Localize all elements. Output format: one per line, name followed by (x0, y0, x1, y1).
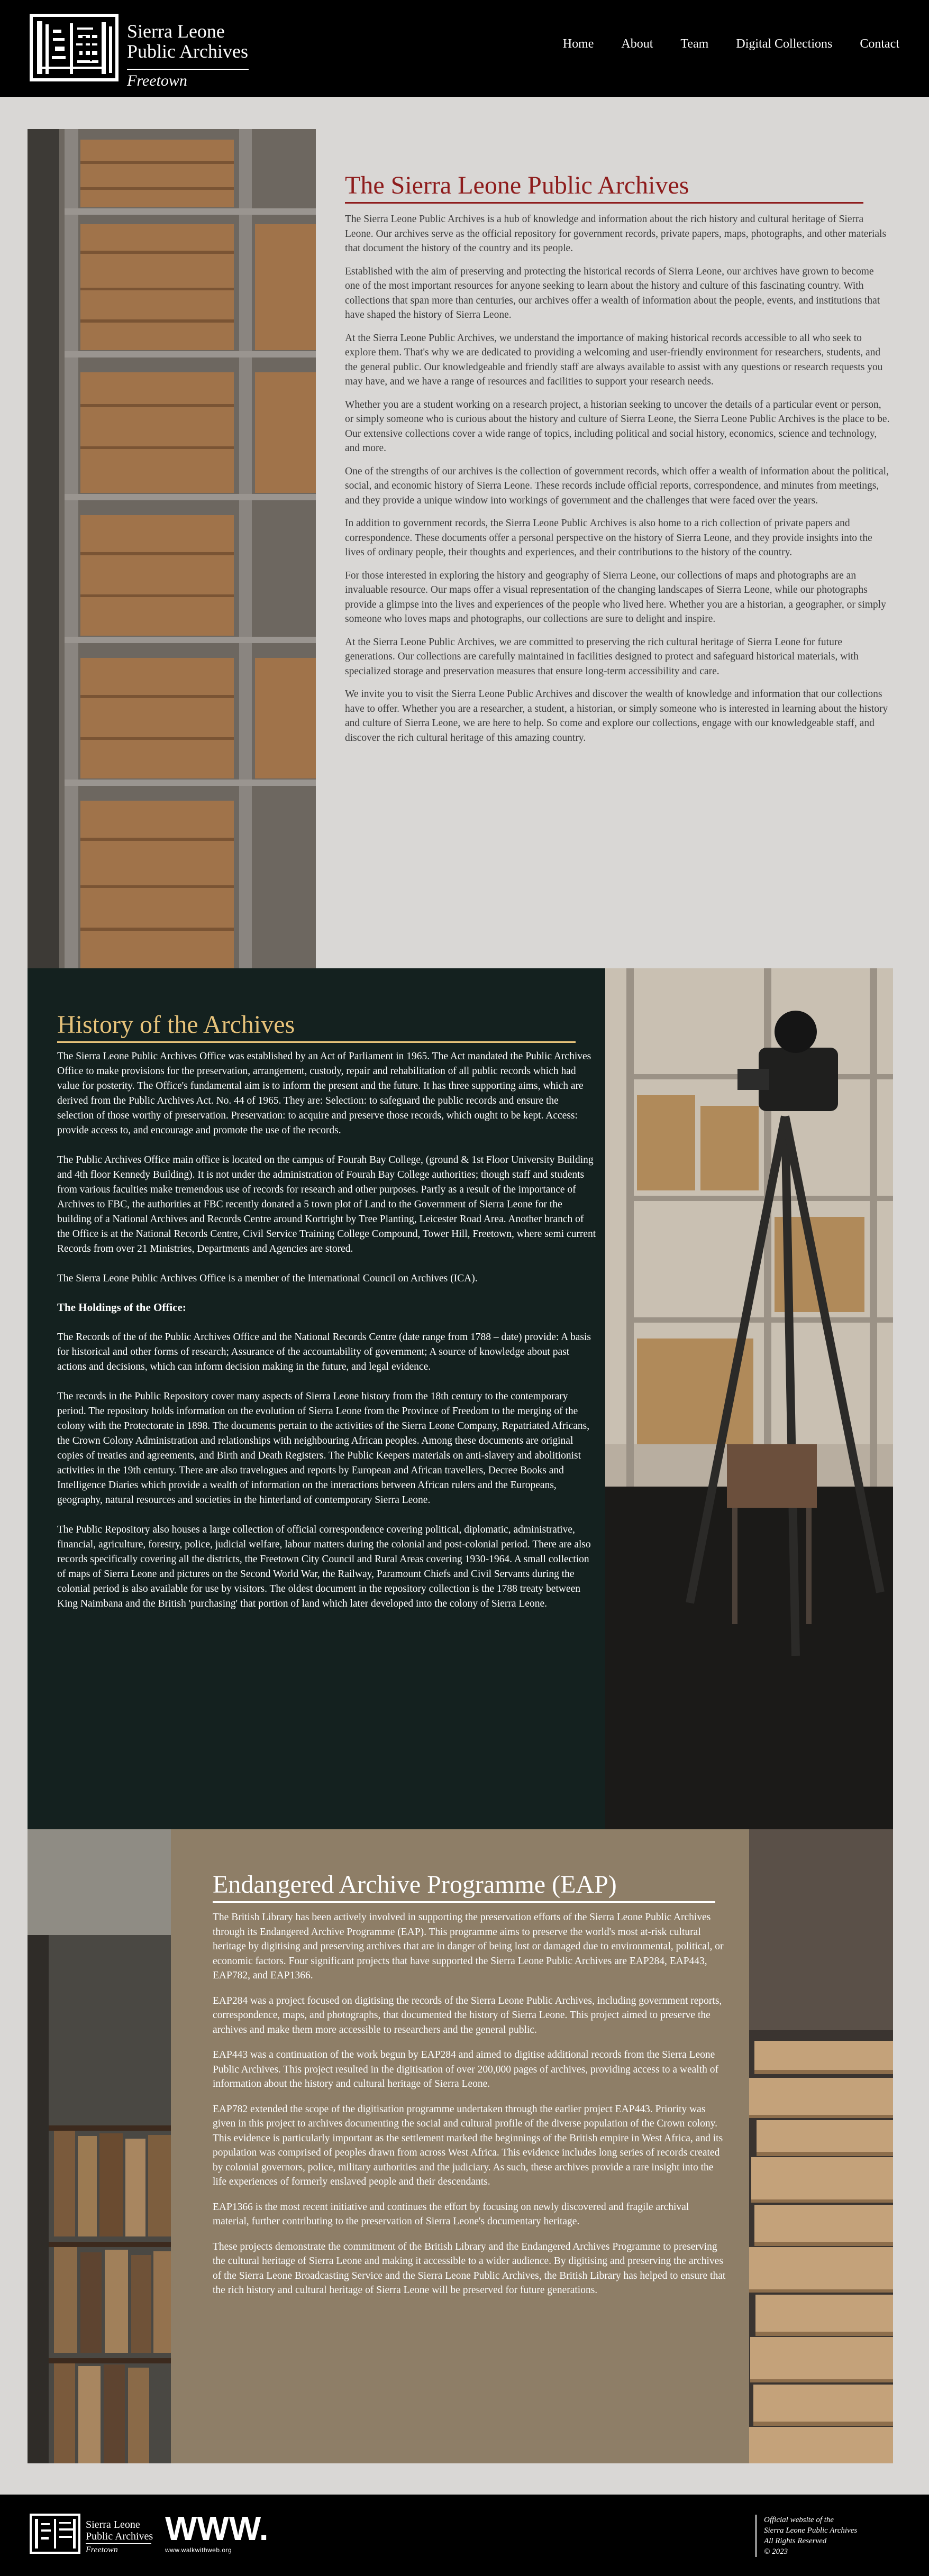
library-books-photo (28, 1829, 171, 2463)
intro-content (345, 171, 890, 754)
history-section (28, 968, 893, 1829)
intro-paragraph: At the Sierra Leone Public Archives, we are committed to preserving the rich cultural heritage of Sierra Leone for future generations. Our collections are carefully maintained in facilities designed to protect and safeguard historical materials, with specialized storage and preservation measures that ensure long-term accessibility and care. (345, 636, 859, 677)
footer-legal (755, 2515, 857, 2557)
archives-logo-icon (30, 14, 119, 81)
intro-title-underline (345, 202, 863, 204)
logo-divider (127, 69, 249, 70)
footer-logo-line-2: Public Archives (86, 2531, 153, 2542)
intro-paragraph: Whether you are a student working on a research project, a historian seeking to uncover the details of a particular event or person, or simply someone who is curious about the history and culture of Sierra Leone, the Sierra Leone Public Archives is the place to be. Our extensive collections cover a wide range of topics, including political and social history, economics, science and technology, and more. (345, 399, 890, 454)
site-header (0, 0, 929, 97)
eap-section (28, 1829, 893, 2463)
site-logo[interactable] (30, 14, 250, 89)
footer-logo-city: Freetown (86, 2545, 118, 2554)
eap-paragraph: These projects demonstrate the commitment of the British Library and the Endangered Archives Programme to preserving the cultural heritage of Sierra Leone and making it accessible to a wider audience. By digitising and preserving the archives of the Sierra Leone Broadcasting Service and the Sierra Leone Public Archives, the British Library has helped to ensure that the rich history and cultural heritage of Sierra Leone will be preserved for future generations. (213, 2241, 726, 2296)
eap-paragraph: EAP284 was a project focused on digitising the records of the Sierra Leone Public Archives, including government reports, correspondence, maps, and photographs, that documented the history of Sierra Leone. This project aimed to preserve the archives and make them more accessible to researchers and the general public. (213, 1995, 722, 2036)
nav-digital-collections[interactable]: Digital Collections (736, 37, 833, 51)
archive-shelves-photo (28, 129, 316, 968)
footer-logo[interactable] (30, 2514, 157, 2558)
eap-paragraph: EAP443 was a continuation of the work begun by EAP284 and aimed to digitise additional records from the Sierra Leone Public Archives. This project resulted in the digitisation of over 200,000 pages of archives, providing access to a wealth of information about the history and cultural heritage of Sierra Leone. (213, 2049, 718, 2089)
camera-tripod-photo (605, 968, 893, 1829)
footer-logo-divider (86, 2543, 151, 2544)
nav-home[interactable]: Home (562, 37, 594, 51)
eap-content (213, 1871, 726, 2308)
history-paragraph: The Sierra Leone Public Archives Office was established by an Act of Parliament in 1965. The Act mandated the Public Archives Office to make provisions for the preservation, arrangement, custody, repair and rehabilitation of all public records which had value for posterity. The Office's fundamental aim is to inform the present and the future. It has three supporting aims, which are derived from the Public Archives Act. No. 44 of 1965. They are: Selection: to safeguard the public records and ensure the selection of those worthy of preservation. Preservation: to acquire and preserve those records, which ought to be kept. Access: provide access to, and encourage and promote the use of the records. (57, 1051, 591, 1136)
footer-archives-logo-icon (30, 2514, 80, 2554)
footer-legal-line: Official website of the (764, 2516, 834, 2524)
nav-team[interactable]: Team (680, 37, 709, 51)
history-paragraph: The Public Archives Office main office is located on the campus of Fourah Bay College, (ground & 1st Floor University Building and 4th floor Kennedy Building). It is not under the administration of Fourah Bay College authorities; though staff and students from various faculties make tremendous use of records for research and other purposes. Partly as a result of the importance of Archives to FBC, the authorities at FBC recently donated a 5 town plot of Land to the Government of Sierra Leone for the building of a National Archives and Records Centre around Kortright by Tree Planting, Leicester Road Area. Another branch of the Office is at the National Records Centre, Civil Service Training College Compound, Tower Hill, Freetown, where semi current Records from over 21 Ministries, Departments and Agencies are stored. (57, 1154, 596, 1254)
logo-city: Freetown (127, 72, 187, 89)
holdings-paragraph: The Public Repository also houses a large collection of official correspondence covering political, diplomatic, administrative, financial, agriculture, forestry, police, judicial welfare, labour matters during the colonial and post-colonial period. There are also records specifically covering all the districts, the Freetown City Council and Rural Areas covering 1930-1964. A small collection of maps of Sierra Leone and pictures on the Second World War, the Railway, Paramount Chiefs and Civil Servants during the colonial period is also available for use by visitors. The oldest document in the repository collection is the 1788 treaty between King Naimbana and the British 'purchasing' that portion of land which later developed into the colony of Sierra Leone. (57, 1524, 591, 1609)
stacked-documents-photo (749, 1829, 893, 2463)
footer-copyright: © 2023 (764, 2547, 788, 2556)
eap-paragraph: EAP782 extended the scope of the digitisation programme undertaken through the earlier project EAP443. Priority was given in this project to archives documenting the social and cultural profile of the diverse population of the Crown colony. This evidence is particularly important as the settlement marked the beginnings of the British empire in West Africa, and its population was comprised of peoples drawn from across West Africa. This evidence includes long series of records created by colonial governors, police, military authorities and the judiciary. As such, these archives provide a rare insight into the life experiences of formerly enslaved people and their descendants. (213, 2103, 723, 2187)
holdings-subheading: The Holdings of the Office: (57, 1301, 186, 1314)
footer-logo-line-1: Sierra Leone (86, 2519, 140, 2531)
history-content (57, 1011, 597, 1626)
intro-paragraph: In addition to government records, the Sierra Leone Public Archives is also home to a rich collection of private papers and correspondence. These documents offer a personal perspective on the history of Sierra Leone, and they provide insights into the lives of ordinary people, their thoughts and experiences, and their contributions to the history of the country. (345, 518, 872, 558)
holdings-paragraph: The records in the Public Repository cover many aspects of Sierra Leone history from the 18th century to the contemporary period. The repository holds information on the evolution of Sierra Leone from the Province of Freedom to the merging of the colony with the Protectorate in 1898. The documents pertain to the activities of the Sierra Leone Company, Repatriated Africans, the Crown Colony Administration and relationships with neighbouring African peoples. Among these documents are original copies of treaties and agreements, and Birth and Death Registers. The Public Keepers materials on anti-slavery and abolitionist activities in the 19th century. There are also travelogues and reports by European and African travellers, Decree Books and Intelligence Diaries which provide a wealth of information on the interactions between African rulers and the Europeans, geography, natural resources and societies in the hinterland of contemporary Sierra Leone. (57, 1391, 590, 1506)
intro-paragraph: The Sierra Leone Public Archives is a hub of knowledge and information about the rich history and cultural heritage of Sierra Leone. Our archives serve as the official repository for government records, private papers, maps, photographs, and other materials that document the history of the country and its people. (345, 214, 887, 254)
web-credit[interactable] (165, 2509, 269, 2554)
intro-paragraph: We invite you to visit the Sierra Leone Public Archives and discover the wealth of knowledge and information that our collections have to offer. Whether you are a researcher, a student, a historian, or simply someone who is interested in learning about the history and culture of Sierra Leone, we are here to help. So come and explore our collections, engage with our knowledgeable staff, and discover the rich cultural heritage of this amazing country. (345, 689, 888, 744)
logo-wordmark (127, 21, 248, 89)
site-footer (0, 2495, 929, 2576)
footer-wordmark (86, 2519, 153, 2542)
intro-title: The Sierra Leone Public Archives (345, 171, 689, 199)
logo-line-1: Sierra Leone (127, 21, 225, 42)
eap-title: Endangered Archive Programme (EAP) (213, 1871, 617, 1899)
footer-legal-line: All Rights Reserved (764, 2537, 827, 2545)
history-title-underline (57, 1041, 576, 1043)
footer-legal-line: Sierra Leone Public Archives (764, 2526, 858, 2535)
holdings-paragraph: The Records of the of the Public Archives Office and the National Records Centre (date range from 1788 – date) provide: A basis for historical and other forms of research; Assurance of the accountability of government; A source of knowledge about past actions and decisions, which can inform decision making in the future, and legal evidence. (57, 1332, 591, 1372)
nav-contact[interactable]: Contact (860, 37, 899, 51)
eap-title-underline (213, 1901, 715, 1903)
intro-section (28, 129, 893, 968)
intro-paragraph: One of the strengths of our archives is the collection of government records, which offer a wealth of information about the political, social, and economic history of Sierra Leone. These records include official reports, correspondence, and minutes from meetings, and they provide a unique window into workings of government and the challenges that were faced over the years. (345, 465, 889, 506)
history-paragraph: The Sierra Leone Public Archives Office is a member of the International Council on Archives (ICA). (57, 1273, 478, 1284)
nav-about[interactable]: About (621, 37, 653, 51)
intro-paragraph: At the Sierra Leone Public Archives, we understand the importance of making historical records accessible to all who seek to explore them. That's why we are dedicated to providing a welcoming and user-friendly environment for researchers, students, and the general public. Our knowledgeable and friendly staff are always available to assist with any questions or research requests you may have, and we have a range of resources and facilities to support your research needs. (345, 332, 883, 387)
logo-line-2: Public Archives (127, 41, 248, 62)
main-nav (563, 37, 899, 51)
intro-paragraph: For those interested in exploring the history and geography of Sierra Leone, our collections of maps and photographs are an invaluable resource. Our maps offer a visual representation of the changing landscapes of Sierra Leone, while our photographs provide a glimpse into the lives and experiences of the people who lived here. Whether you are a historian, a geographer, or simply someone who loves maps and photographs, our collections are sure to delight and inspire. (345, 570, 886, 625)
web-credit-url: www.walkwithweb.org (165, 2546, 232, 2554)
eap-paragraph: EAP1366 is the most recent initiative and continues the effort by focusing on newly discovered and fragile archival material, further contributing to the preservation of Sierra Leone's documentary heritage. (213, 2201, 689, 2227)
intro-paragraph: Established with the aim of preserving and protecting the historical records of Sierra Leone, our archives have grown to become one of the most important resources for anyone seeking to learn about the history and culture of this fascinating country. With collections that span more than centuries, our archives offer a wealth of information about the people, events, and institutions that have shaped the history of Sierra Leone. (345, 265, 880, 320)
history-title: History of the Archives (57, 1011, 295, 1039)
web-credit-logo: WWW. (165, 2509, 269, 2547)
eap-paragraph: The British Library has been actively involved in supporting the preservation efforts of the Sierra Leone Public Archives through its Endangered Archive Programme (EAP). This programme aims to preserve the world's most at-risk cultural heritage by digitising and preserving archives that are in danger of being lost or damaged due to environmental, political, or economic factors. Four significant projects that have supported the Sierra Leone Public Archives are EAP284, EAP443, EAP782, and EAP1366. (213, 1912, 724, 1981)
